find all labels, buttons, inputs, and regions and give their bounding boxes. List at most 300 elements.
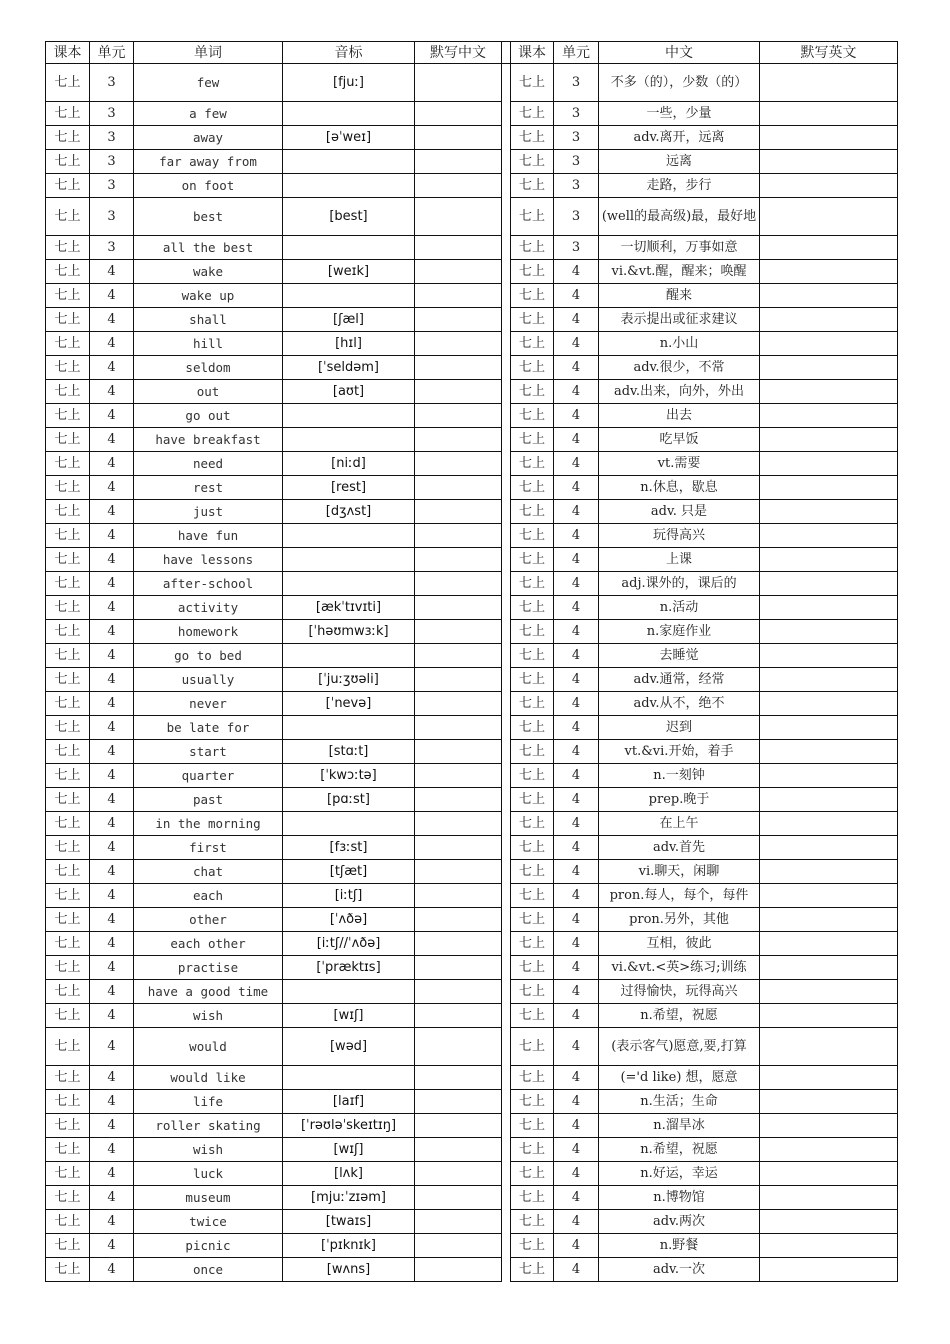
book-cell: 七上 xyxy=(46,644,90,668)
table-row xyxy=(46,836,898,860)
dictate-english-cell[interactable] xyxy=(760,1138,898,1162)
word-cell: rest xyxy=(134,476,283,500)
column-gap xyxy=(502,284,511,308)
unit-cell-2: 4 xyxy=(554,332,599,356)
unit-cell-2: 4 xyxy=(554,1234,599,1258)
book-cell-2: 七上 xyxy=(511,174,554,198)
column-gap xyxy=(502,764,511,788)
unit-cell: 3 xyxy=(90,174,134,198)
word-cell: wish xyxy=(134,1004,283,1028)
book-cell: 七上 xyxy=(46,596,90,620)
dictate-chinese-cell[interactable] xyxy=(415,236,502,260)
dictate-english-cell[interactable] xyxy=(760,476,898,500)
unit-cell-2: 4 xyxy=(554,668,599,692)
book-cell: 七上 xyxy=(46,476,90,500)
unit-cell-2: 4 xyxy=(554,1114,599,1138)
column-gap xyxy=(502,356,511,380)
dictate-english-cell[interactable] xyxy=(760,308,898,332)
unit-cell-2: 4 xyxy=(554,980,599,1004)
table-row xyxy=(46,908,898,932)
word-cell: far away from xyxy=(134,150,283,174)
unit-cell-2: 4 xyxy=(554,572,599,596)
book-cell-2: 七上 xyxy=(511,64,554,102)
dictate-chinese-cell[interactable] xyxy=(415,764,502,788)
dictate-chinese-cell[interactable] xyxy=(415,956,502,980)
unit-cell-2: 4 xyxy=(554,428,599,452)
column-gap xyxy=(502,332,511,356)
dictate-chinese-cell[interactable] xyxy=(415,836,502,860)
dictate-english-cell[interactable] xyxy=(760,332,898,356)
dictate-chinese-cell[interactable] xyxy=(415,620,502,644)
dictate-chinese-cell[interactable] xyxy=(415,524,502,548)
dictate-chinese-cell[interactable] xyxy=(415,1210,502,1234)
dictate-english-cell[interactable] xyxy=(760,428,898,452)
unit-cell-2: 4 xyxy=(554,1210,599,1234)
table-row xyxy=(46,572,898,596)
unit-cell: 4 xyxy=(90,308,134,332)
book-cell: 七上 xyxy=(46,380,90,404)
unit-cell-2: 4 xyxy=(554,860,599,884)
dictate-english-cell[interactable] xyxy=(760,356,898,380)
unit-cell: 4 xyxy=(90,956,134,980)
dictate-chinese-cell[interactable] xyxy=(415,1066,502,1090)
dictate-chinese-cell[interactable] xyxy=(415,500,502,524)
dictate-english-cell[interactable] xyxy=(760,788,898,812)
phonetic-cell: [dʒʌst] xyxy=(283,500,415,524)
table-row xyxy=(46,668,898,692)
dictate-english-cell[interactable] xyxy=(760,836,898,860)
dictate-english-cell[interactable] xyxy=(760,404,898,428)
book-cell: 七上 xyxy=(46,812,90,836)
phonetic-cell xyxy=(283,284,415,308)
book-cell-2: 七上 xyxy=(511,428,554,452)
book-cell: 七上 xyxy=(46,980,90,1004)
phonetic-cell: [fɜːst] xyxy=(283,836,415,860)
dictate-english-cell[interactable] xyxy=(760,500,898,524)
dictate-chinese-cell[interactable] xyxy=(415,404,502,428)
unit-cell-2: 4 xyxy=(554,740,599,764)
unit-cell-2: 4 xyxy=(554,308,599,332)
chinese-cell: n.溜旱冰 xyxy=(599,1114,760,1138)
word-cell: in the morning xyxy=(134,812,283,836)
book-cell: 七上 xyxy=(46,236,90,260)
dictate-chinese-cell[interactable] xyxy=(415,596,502,620)
word-cell: out xyxy=(134,380,283,404)
table-row xyxy=(46,716,898,740)
column-gap xyxy=(502,836,511,860)
unit-cell: 4 xyxy=(90,764,134,788)
dictate-chinese-cell[interactable] xyxy=(415,1138,502,1162)
unit-cell: 4 xyxy=(90,980,134,1004)
word-cell: practise xyxy=(134,956,283,980)
book-cell-2: 七上 xyxy=(511,500,554,524)
book-cell: 七上 xyxy=(46,884,90,908)
column-gap xyxy=(502,308,511,332)
unit-cell: 4 xyxy=(90,452,134,476)
chinese-cell: n.希望，祝愿 xyxy=(599,1138,760,1162)
dictate-english-cell[interactable] xyxy=(760,932,898,956)
book-cell-2: 七上 xyxy=(511,260,554,284)
column-gap xyxy=(502,908,511,932)
dictate-chinese-cell[interactable] xyxy=(415,740,502,764)
phonetic-cell: [ˈpræktɪs] xyxy=(283,956,415,980)
dictate-chinese-cell[interactable] xyxy=(415,548,502,572)
unit-cell-2: 4 xyxy=(554,500,599,524)
unit-cell: 3 xyxy=(90,236,134,260)
dictate-english-cell[interactable] xyxy=(760,524,898,548)
dictate-chinese-cell[interactable] xyxy=(415,1186,502,1210)
chinese-cell: 上课 xyxy=(599,548,760,572)
table-row xyxy=(46,198,898,236)
column-gap xyxy=(502,980,511,1004)
column-gap xyxy=(502,102,511,126)
chinese-cell: 过得愉快，玩得高兴 xyxy=(599,980,760,1004)
phonetic-cell xyxy=(283,524,415,548)
dictate-chinese-cell[interactable] xyxy=(415,1028,502,1066)
column-gap xyxy=(502,860,511,884)
unit-cell: 4 xyxy=(90,620,134,644)
table-row xyxy=(46,356,898,380)
dictate-chinese-cell[interactable] xyxy=(415,476,502,500)
phonetic-cell xyxy=(283,572,415,596)
table-row xyxy=(46,404,898,428)
word-cell: would xyxy=(134,1028,283,1066)
word-cell: other xyxy=(134,908,283,932)
unit-cell: 4 xyxy=(90,476,134,500)
table-row xyxy=(46,380,898,404)
column-gap xyxy=(502,644,511,668)
dictate-chinese-cell[interactable] xyxy=(415,1162,502,1186)
phonetic-cell xyxy=(283,548,415,572)
column-gap xyxy=(502,126,511,150)
book-cell-2: 七上 xyxy=(511,1090,554,1114)
unit-cell: 4 xyxy=(90,500,134,524)
dictate-english-cell[interactable] xyxy=(760,452,898,476)
book-cell-2: 七上 xyxy=(511,452,554,476)
unit-cell-2: 4 xyxy=(554,596,599,620)
dictate-english-cell[interactable] xyxy=(760,980,898,1004)
table-row xyxy=(46,980,898,1004)
header-dictate-chinese: 默写中文 xyxy=(415,42,502,64)
unit-cell: 4 xyxy=(90,860,134,884)
dictate-chinese-cell[interactable] xyxy=(415,332,502,356)
column-gap xyxy=(502,1210,511,1234)
dictate-chinese-cell[interactable] xyxy=(415,452,502,476)
book-cell-2: 七上 xyxy=(511,284,554,308)
dictate-english-cell[interactable] xyxy=(760,260,898,284)
dictate-chinese-cell[interactable] xyxy=(415,284,502,308)
chinese-cell: adv.两次 xyxy=(599,1210,760,1234)
dictate-chinese-cell[interactable] xyxy=(415,572,502,596)
dictate-english-cell[interactable] xyxy=(760,284,898,308)
table-row xyxy=(46,1258,898,1282)
unit-cell: 4 xyxy=(90,596,134,620)
unit-cell-2: 4 xyxy=(554,692,599,716)
unit-cell: 4 xyxy=(90,812,134,836)
dictate-english-cell[interactable] xyxy=(760,620,898,644)
dictate-english-cell[interactable] xyxy=(760,126,898,150)
dictate-english-cell[interactable] xyxy=(760,174,898,198)
chinese-cell: 互相，彼此 xyxy=(599,932,760,956)
book-cell-2: 七上 xyxy=(511,764,554,788)
unit-cell-2: 4 xyxy=(554,1066,599,1090)
dictate-chinese-cell[interactable] xyxy=(415,788,502,812)
book-cell: 七上 xyxy=(46,126,90,150)
dictate-chinese-cell[interactable] xyxy=(415,428,502,452)
dictate-english-cell[interactable] xyxy=(760,1004,898,1028)
unit-cell-2: 4 xyxy=(554,356,599,380)
book-cell-2: 七上 xyxy=(511,788,554,812)
table-row xyxy=(46,1028,898,1066)
dictate-english-cell[interactable] xyxy=(760,860,898,884)
dictate-chinese-cell[interactable] xyxy=(415,308,502,332)
book-cell-2: 七上 xyxy=(511,908,554,932)
book-cell: 七上 xyxy=(46,836,90,860)
unit-cell: 4 xyxy=(90,380,134,404)
unit-cell-2: 4 xyxy=(554,1258,599,1282)
dictate-english-cell[interactable] xyxy=(760,908,898,932)
table-row xyxy=(46,764,898,788)
column-gap xyxy=(502,404,511,428)
phonetic-cell: [ˈkwɔːtə] xyxy=(283,764,415,788)
word-cell: activity xyxy=(134,596,283,620)
dictate-english-cell[interactable] xyxy=(760,1162,898,1186)
dictate-english-cell[interactable] xyxy=(760,1114,898,1138)
dictate-english-cell[interactable] xyxy=(760,380,898,404)
unit-cell-2: 4 xyxy=(554,404,599,428)
vocabulary-table xyxy=(45,41,898,1282)
dictate-english-cell[interactable] xyxy=(760,1028,898,1066)
dictate-chinese-cell[interactable] xyxy=(415,716,502,740)
dictate-english-cell[interactable] xyxy=(760,572,898,596)
phonetic-cell: [fjuː] xyxy=(283,64,415,102)
phonetic-cell: [ˈʌðə] xyxy=(283,908,415,932)
dictate-english-cell[interactable] xyxy=(760,812,898,836)
book-cell: 七上 xyxy=(46,452,90,476)
header-chinese: 中文 xyxy=(599,42,760,64)
dictate-english-cell[interactable] xyxy=(760,644,898,668)
book-cell-2: 七上 xyxy=(511,308,554,332)
dictate-chinese-cell[interactable] xyxy=(415,150,502,174)
dictate-chinese-cell[interactable] xyxy=(415,1090,502,1114)
dictate-chinese-cell[interactable] xyxy=(415,174,502,198)
dictate-english-cell[interactable] xyxy=(760,764,898,788)
unit-cell-2: 4 xyxy=(554,260,599,284)
column-gap xyxy=(502,150,511,174)
chinese-cell: n.野餐 xyxy=(599,1234,760,1258)
column-gap xyxy=(502,42,511,64)
book-cell: 七上 xyxy=(46,620,90,644)
column-gap xyxy=(502,1258,511,1282)
book-cell: 七上 xyxy=(46,548,90,572)
word-cell: quarter xyxy=(134,764,283,788)
book-cell: 七上 xyxy=(46,788,90,812)
chinese-cell: 吃早饭 xyxy=(599,428,760,452)
chinese-cell: adv.从不，绝不 xyxy=(599,692,760,716)
dictate-chinese-cell[interactable] xyxy=(415,126,502,150)
book-cell-2: 七上 xyxy=(511,198,554,236)
table-row xyxy=(46,1234,898,1258)
column-gap xyxy=(502,64,511,102)
phonetic-cell xyxy=(283,812,415,836)
book-cell: 七上 xyxy=(46,332,90,356)
dictate-english-cell[interactable] xyxy=(760,548,898,572)
dictate-english-cell[interactable] xyxy=(760,236,898,260)
dictate-chinese-cell[interactable] xyxy=(415,1258,502,1282)
unit-cell: 4 xyxy=(90,668,134,692)
book-cell: 七上 xyxy=(46,428,90,452)
dictate-chinese-cell[interactable] xyxy=(415,908,502,932)
dictate-english-cell[interactable] xyxy=(760,956,898,980)
chinese-cell: n.博物馆 xyxy=(599,1186,760,1210)
unit-cell: 4 xyxy=(90,284,134,308)
dictate-english-cell[interactable] xyxy=(760,1210,898,1234)
dictate-english-cell[interactable] xyxy=(760,1090,898,1114)
chinese-cell: 一些，少量 xyxy=(599,102,760,126)
unit-cell-2: 4 xyxy=(554,884,599,908)
word-cell: all the best xyxy=(134,236,283,260)
word-cell: have breakfast xyxy=(134,428,283,452)
unit-cell-2: 4 xyxy=(554,1090,599,1114)
dictate-chinese-cell[interactable] xyxy=(415,932,502,956)
unit-cell-2: 4 xyxy=(554,812,599,836)
table-row xyxy=(46,428,898,452)
word-cell: seldom xyxy=(134,356,283,380)
unit-cell-2: 3 xyxy=(554,102,599,126)
dictate-english-cell[interactable] xyxy=(760,64,898,102)
dictate-english-cell[interactable] xyxy=(760,740,898,764)
dictate-english-cell[interactable] xyxy=(760,1234,898,1258)
dictate-chinese-cell[interactable] xyxy=(415,812,502,836)
phonetic-cell xyxy=(283,1066,415,1090)
table-row xyxy=(46,548,898,572)
dictate-chinese-cell[interactable] xyxy=(415,102,502,126)
dictate-chinese-cell[interactable] xyxy=(415,356,502,380)
unit-cell: 4 xyxy=(90,884,134,908)
book-cell: 七上 xyxy=(46,1066,90,1090)
dictate-chinese-cell[interactable] xyxy=(415,884,502,908)
phonetic-cell: [ˈhəʊmwɜːk] xyxy=(283,620,415,644)
table-row xyxy=(46,308,898,332)
table-row xyxy=(46,500,898,524)
word-cell: be late for xyxy=(134,716,283,740)
phonetic-cell: [rest] xyxy=(283,476,415,500)
phonetic-cell: [əˈweɪ] xyxy=(283,126,415,150)
book-cell: 七上 xyxy=(46,1138,90,1162)
word-cell: never xyxy=(134,692,283,716)
book-cell: 七上 xyxy=(46,1090,90,1114)
chinese-cell: n.活动 xyxy=(599,596,760,620)
dictate-chinese-cell[interactable] xyxy=(415,260,502,284)
unit-cell: 3 xyxy=(90,198,134,236)
book-cell: 七上 xyxy=(46,1162,90,1186)
dictate-english-cell[interactable] xyxy=(760,198,898,236)
phonetic-cell xyxy=(283,980,415,1004)
chinese-cell: 不多（的），少数（的） xyxy=(599,64,760,102)
unit-cell-2: 4 xyxy=(554,1004,599,1028)
chinese-cell: vt.&vi.开始，着手 xyxy=(599,740,760,764)
dictate-english-cell[interactable] xyxy=(760,716,898,740)
column-gap xyxy=(502,692,511,716)
dictate-chinese-cell[interactable] xyxy=(415,692,502,716)
chinese-cell: n.休息，歇息 xyxy=(599,476,760,500)
table-row xyxy=(46,788,898,812)
dictate-english-cell[interactable] xyxy=(760,692,898,716)
phonetic-cell: [ʃæl] xyxy=(283,308,415,332)
book-cell-2: 七上 xyxy=(511,332,554,356)
column-gap xyxy=(502,812,511,836)
column-gap xyxy=(502,1234,511,1258)
dictate-chinese-cell[interactable] xyxy=(415,860,502,884)
dictate-english-cell[interactable] xyxy=(760,1186,898,1210)
word-cell: have fun xyxy=(134,524,283,548)
unit-cell: 4 xyxy=(90,1258,134,1282)
dictate-english-cell[interactable] xyxy=(760,1066,898,1090)
dictate-chinese-cell[interactable] xyxy=(415,644,502,668)
book-cell: 七上 xyxy=(46,1234,90,1258)
unit-cell: 4 xyxy=(90,932,134,956)
column-gap xyxy=(502,596,511,620)
table-row xyxy=(46,812,898,836)
dictate-english-cell[interactable] xyxy=(760,1258,898,1282)
unit-cell-2: 4 xyxy=(554,476,599,500)
word-cell: on foot xyxy=(134,174,283,198)
chinese-cell: n.一刻钟 xyxy=(599,764,760,788)
chinese-cell: adv. 只是 xyxy=(599,500,760,524)
dictate-chinese-cell[interactable] xyxy=(415,64,502,102)
phonetic-cell: [wʌns] xyxy=(283,1258,415,1282)
chinese-cell: n.生活；生命 xyxy=(599,1090,760,1114)
book-cell: 七上 xyxy=(46,716,90,740)
unit-cell: 4 xyxy=(90,572,134,596)
phonetic-cell xyxy=(283,236,415,260)
phonetic-cell: [wɪʃ] xyxy=(283,1138,415,1162)
dictate-chinese-cell[interactable] xyxy=(415,1114,502,1138)
word-cell: best xyxy=(134,198,283,236)
dictate-english-cell[interactable] xyxy=(760,150,898,174)
column-gap xyxy=(502,428,511,452)
chinese-cell: 远离 xyxy=(599,150,760,174)
book-cell: 七上 xyxy=(46,1186,90,1210)
column-gap xyxy=(502,572,511,596)
dictate-chinese-cell[interactable] xyxy=(415,1004,502,1028)
unit-cell-2: 4 xyxy=(554,284,599,308)
dictate-chinese-cell[interactable] xyxy=(415,980,502,1004)
column-gap xyxy=(502,174,511,198)
dictate-chinese-cell[interactable] xyxy=(415,198,502,236)
book-cell: 七上 xyxy=(46,1028,90,1066)
unit-cell-2: 4 xyxy=(554,524,599,548)
dictate-chinese-cell[interactable] xyxy=(415,668,502,692)
word-cell: usually xyxy=(134,668,283,692)
dictate-chinese-cell[interactable] xyxy=(415,1234,502,1258)
phonetic-cell: [iːtʃ//ˈʌðə] xyxy=(283,932,415,956)
chinese-cell: 出去 xyxy=(599,404,760,428)
dictate-english-cell[interactable] xyxy=(760,668,898,692)
book-cell: 七上 xyxy=(46,692,90,716)
table-row xyxy=(46,524,898,548)
dictate-english-cell[interactable] xyxy=(760,102,898,126)
dictate-english-cell[interactable] xyxy=(760,596,898,620)
book-cell-2: 七上 xyxy=(511,404,554,428)
dictate-chinese-cell[interactable] xyxy=(415,380,502,404)
phonetic-cell: [ˈjuːʒʊəli] xyxy=(283,668,415,692)
word-cell: wish xyxy=(134,1138,283,1162)
book-cell-2: 七上 xyxy=(511,1028,554,1066)
dictate-english-cell[interactable] xyxy=(760,884,898,908)
chinese-cell: n.好运，幸运 xyxy=(599,1162,760,1186)
table-row xyxy=(46,236,898,260)
